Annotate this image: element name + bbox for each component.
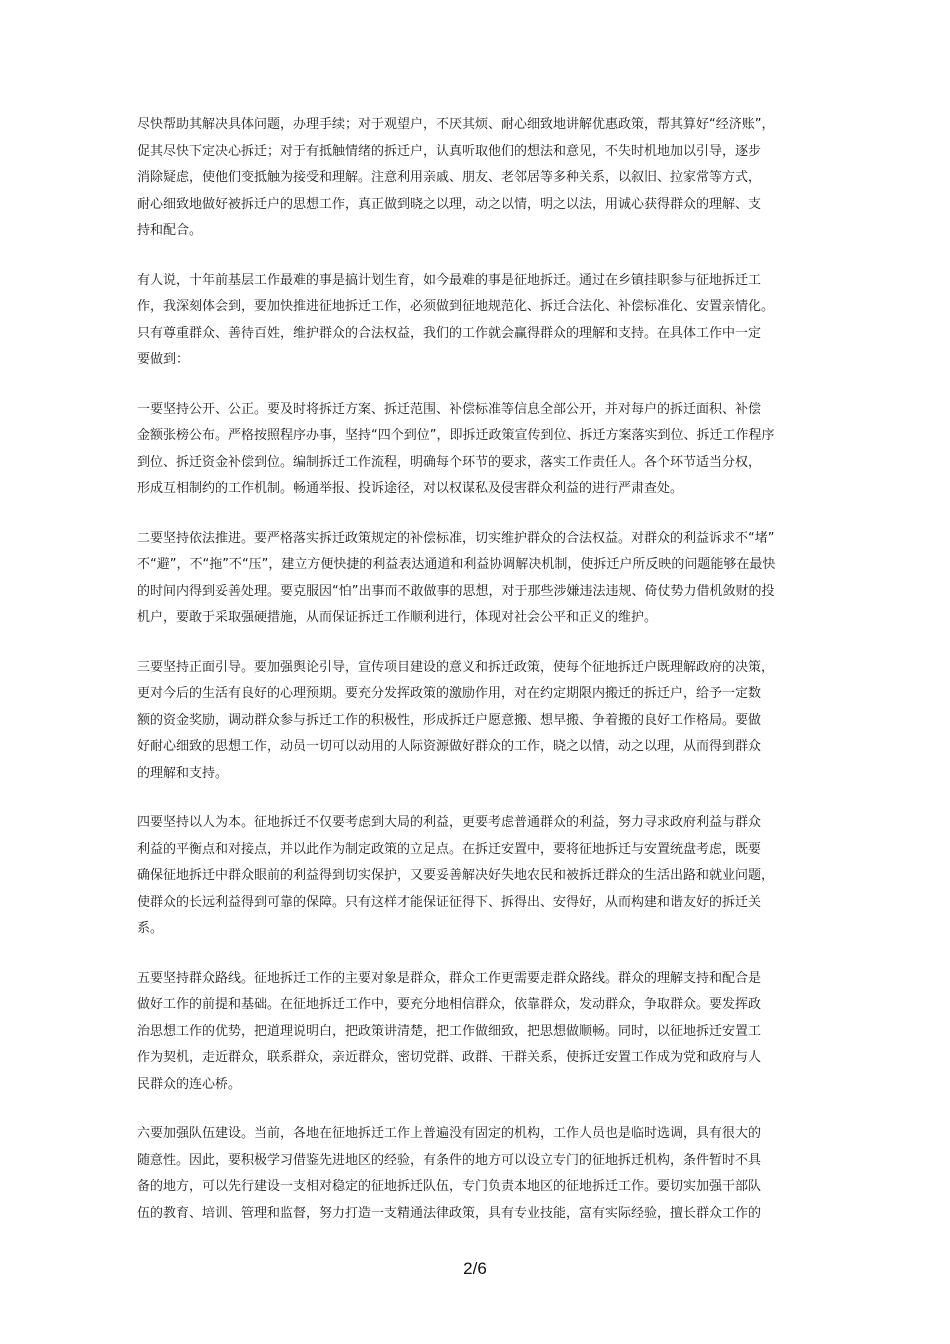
text-line: 做好工作的前提和基础。在征地拆迁工作中，要充分地相信群众，依靠群众，发动群众，争取群众。要发挥政	[137, 997, 762, 1012]
text-line: 额的资金奖励，调动群众参与拆迁工作的积极性，形成拆迁户愿意搬、想早搬、争着搬的良好工作格局。要做	[137, 712, 762, 728]
paragraph	[137, 397, 817, 503]
text-line: 消除疑虑，使他们变抵触为接受和理解。注意利用亲戚、朋友、老邻居等多种关系，以叙旧、拉家常等方式，	[137, 170, 762, 185]
text-line: 使群众的长远利益得到可靠的保障。只有这样才能保证征得下、拆得出、安得好，从而构建和谐友好的拆迁关	[137, 894, 762, 910]
text-line: 五要坚持群众路线。征地拆迁工作的主要对象是群众，群众工作更需要走群众路线。群众的理解支持和配合是	[137, 970, 762, 986]
paragraph	[137, 810, 817, 943]
text-line: 机户，要敢于采取强硬措施，从而保证拆迁工作顺利进行，体现对社会公平和正义的维护。	[137, 610, 658, 625]
text-line: 利益的平衡点和对接点，并以此作为制定政策的立足点。在拆迁安置中，要将征地拆迁与安置统盘考虑，既要	[137, 841, 762, 857]
text-line: 的理解和支持。	[137, 765, 229, 781]
text-line: 四要坚持以人为本。征地拆迁不仅要考虑到大局的利益，更要考虑普通群众的利益，努力寻求政府利益与群众	[137, 815, 762, 830]
text-line: 促其尽快下定决心拆迁；对于有抵触情绪的拆迁户，认真听取他们的想法和意见，不失时机地加以引导，逐步	[137, 143, 762, 159]
text-line: 到位、拆迁资金补偿到位。编制拆迁工作流程，明确每个环节的要求，落实工作责任人。各个环节适当分权，	[137, 454, 762, 470]
document-body	[137, 112, 817, 1250]
text-line: 更对今后的生活有良好的心理预期。要充分发挥政策的激励作用，对在约定期限内搬迁的拆迁户，给予一定数	[137, 686, 762, 701]
text-line: 治思想工作的优势，把道理说明白，把政策讲清楚，把工作做细致，把思想做顺畅。同时，以征地拆迁安置工	[137, 1023, 762, 1039]
text-line: 二要坚持依法推进。要严格落实拆迁政策规定的补偿标准，切实维护群众的合法权益。对群众的利益诉求不“堵”	[137, 530, 775, 546]
text-line: 有人说，十年前基层工作最难的事是搞计划生育，如今最难的事是征地拆迁。通过在乡镇挂职参与征地拆迁工	[137, 272, 762, 288]
text-line: 金额张榜公布。严格按照程序办事，坚持“四个到位”，即拆迁政策宣传到位、拆迁方案落实到位、拆迁工作程序	[137, 428, 775, 443]
paragraph	[137, 112, 817, 245]
text-line: 三要坚持正面引导。要加强舆论引导，宣传项目建设的意义和拆迁政策，使每个征地拆迁户既理解政府的决策，	[137, 659, 775, 675]
paragraph	[137, 1121, 817, 1227]
text-line: 持和配合。	[137, 223, 203, 238]
text-line: 备的地方，可以先行建设一支相对稳定的征地拆迁队伍，专门负责本地区的征地拆迁工作。要切实加强干部队	[137, 1179, 762, 1194]
text-line: 要做到：	[137, 352, 190, 367]
text-line: 系。	[137, 921, 164, 936]
text-line: 伍的教育、培训、管理和监督，努力打造一支精通法律政策，具有专业技能，富有实际经验，擅长群众工作的	[137, 1205, 762, 1221]
text-line: 只有尊重群众、善待百姓，维护群众的合法权益，我们的工作就会赢得群众的理解和支持。在具体工作中一定	[137, 325, 762, 341]
text-line: 民群众的连心桥。	[137, 1076, 242, 1092]
text-line: 一要坚持公开、公正。要及时将拆迁方案、拆迁范围、补偿标准等信息全部公开，并对每户的拆迁面积、补偿	[137, 401, 762, 417]
text-line: 好耐心细致的思想工作，动员一切可以动用的人际资源做好群众的工作，晓之以情，动之以理，从而得到群众	[137, 739, 762, 754]
text-line: 不“避”，不“拖”不“压”，建立方便快捷的利益表达通道和利益协调解决机制，使拆迁户所反映的问题能够在最快	[137, 557, 776, 572]
text-line: 形成互相制约的工作机制。畅通举报、投诉途径，对以权谋私及侵害群众利益的进行严肃查处。	[137, 481, 684, 496]
text-line: 六要加强队伍建设。当前，各地在征地拆迁工作上普遍没有固定的机构，工作人员也是临时选调，具有很大的	[137, 1126, 762, 1141]
text-line: 作，我深刻体会到，要加快推进征地拆迁工作，必须做到征地规范化、拆迁合法化、补偿标准化、安置亲情化。	[137, 299, 775, 314]
text-line: 确保征地拆迁中群众眼前的利益得到切实保护，又要妥善解决好失地农民和被拆迁群众的生活出路和就业问题，	[137, 868, 775, 883]
text-line: 随意性。因此，要积极学习借鉴先进地区的经验，有条件的地方可以设立专门的征地拆迁机构，条件暂时不具	[137, 1152, 762, 1168]
paragraph	[137, 655, 817, 788]
text-line: 尽快帮助其解决具体问题，办理手续；对于观望户，不厌其烦、耐心细致地讲解优惠政策，帮其算好“经济账”，	[137, 117, 775, 132]
text-line: 作为契机，走近群众，联系群众，亲近群众，密切党群、政群、干群关系，使拆迁安置工作成为党和政府与人	[137, 1050, 762, 1065]
paragraph	[137, 966, 817, 1099]
text-line: 耐心细致地做好被拆迁户的思想工作，真正做到晓之以理，动之以情，明之以法，用诚心获得群众的理解、支	[137, 196, 762, 212]
text-line: 的时间内得到妥善处理。要克服因“怕”出事而不敢做事的思想，对于那些涉嫌违法违规、倚仗势力借机敛财的投	[137, 583, 775, 599]
paragraph	[137, 526, 817, 632]
page-number: 2/6	[463, 1259, 487, 1278]
paragraph	[137, 268, 817, 374]
